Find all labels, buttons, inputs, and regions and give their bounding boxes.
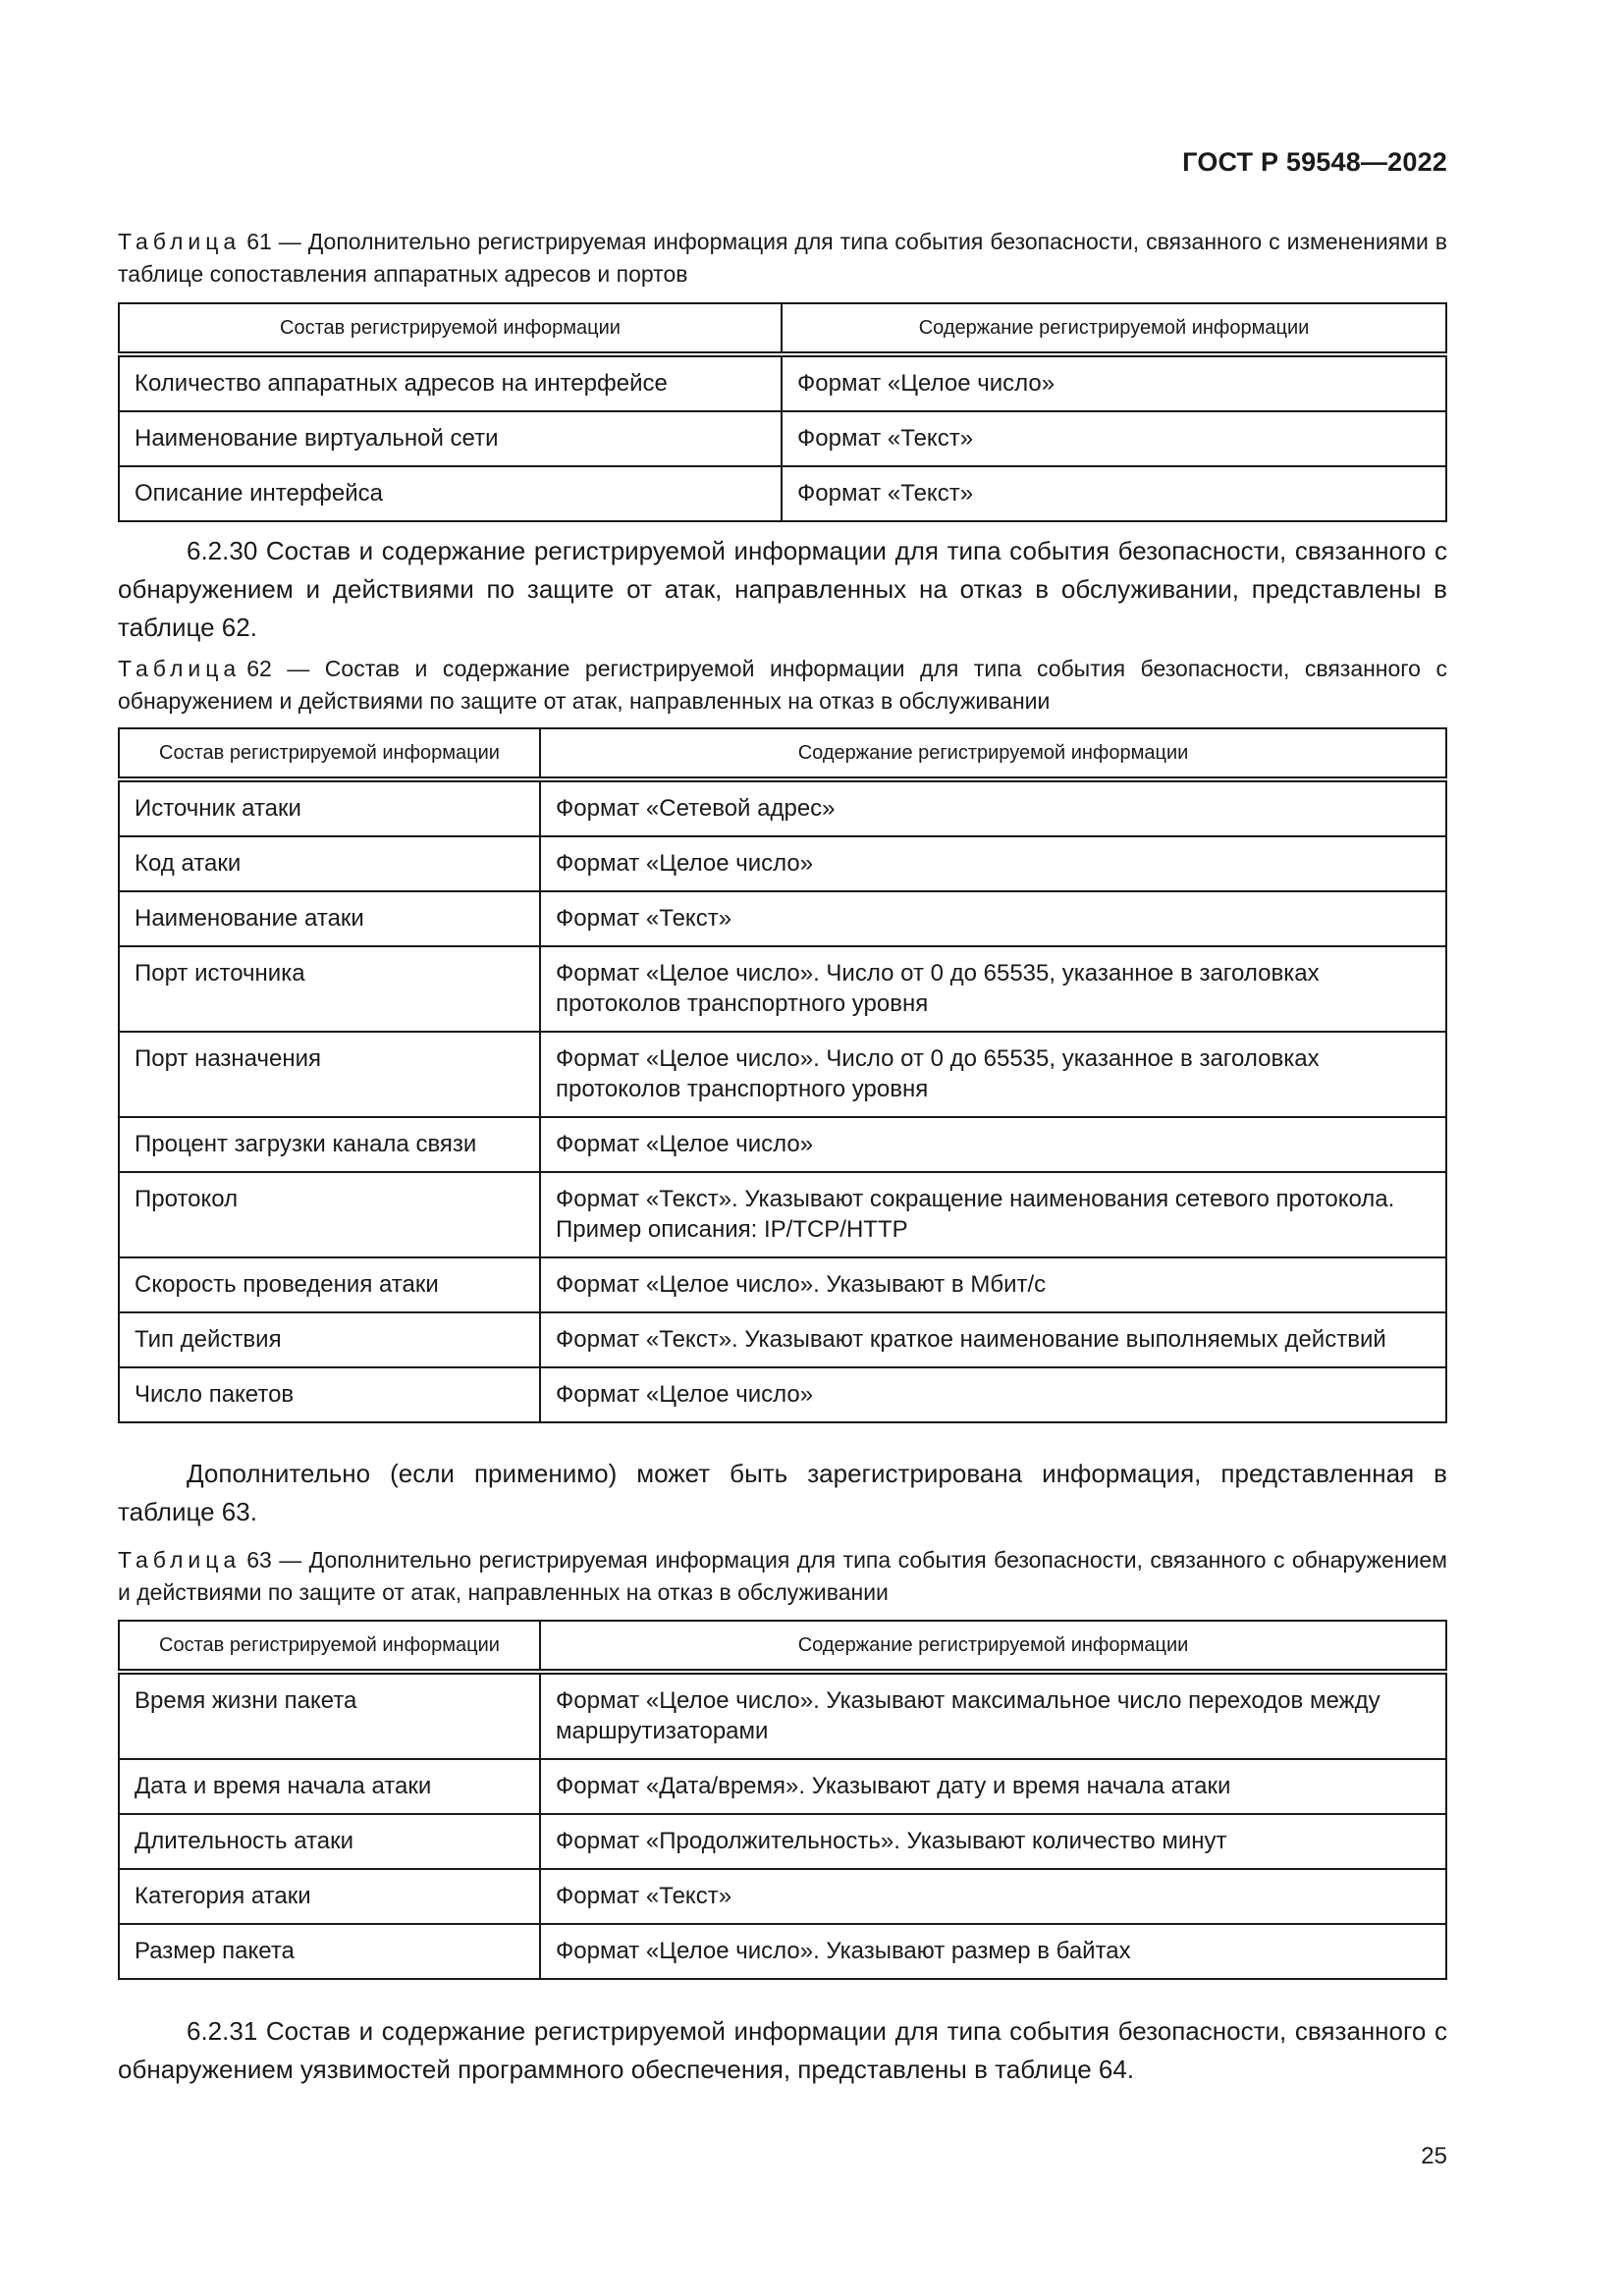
page-number: 25 — [1421, 2143, 1447, 2169]
table-cell: Формат «Целое число» — [540, 1367, 1446, 1422]
table-cell: Скорость проведения атаки — [119, 1257, 540, 1312]
table-row — [119, 1672, 1446, 1759]
table-cell: Формат «Текст» — [782, 466, 1446, 521]
table-cell: Описание интерфейса — [119, 466, 782, 521]
table-cell: Формат «Целое число». Число от 0 до 65535, указанное в заголовках протоколов транспортного уровня — [540, 946, 1446, 1032]
table-61 — [118, 302, 1447, 522]
table-cell: Наименование атаки — [119, 891, 540, 946]
column-header: Состав регистрируемой информации — [119, 1621, 540, 1672]
table-label: Таблица — [118, 656, 242, 681]
table-row — [119, 1814, 1446, 1869]
table-row — [119, 411, 1446, 466]
table-cell: Формат «Текст» — [782, 411, 1446, 466]
table-cell: Код атаки — [119, 836, 540, 891]
table-cell: Формат «Целое число» — [782, 354, 1446, 411]
table-row — [119, 836, 1446, 891]
table-row — [119, 1924, 1446, 1979]
table-cell: Порт источника — [119, 946, 540, 1032]
table-label: Таблица — [118, 229, 242, 254]
table-row — [119, 1172, 1446, 1257]
table-row — [119, 946, 1446, 1032]
table-row — [119, 891, 1446, 946]
table-63 — [118, 1620, 1447, 1980]
table-cell: Категория атаки — [119, 1869, 540, 1924]
table-cell: Формат «Текст». Указывают краткое наименование выполняемых действий — [540, 1312, 1446, 1367]
table-cell: Формат «Целое число». Число от 0 до 65535, указанное в заголовках протоколов транспортного уровня — [540, 1032, 1446, 1117]
table-cell: Порт назначения — [119, 1032, 540, 1117]
paragraph-additional: Дополнительно (если применимо) может быть зарегистрирована информация, представленная в таблице 63. — [118, 1459, 1447, 1526]
table-row — [119, 1257, 1446, 1312]
table-cell: Число пакетов — [119, 1367, 540, 1422]
column-header: Содержание регистрируемой информации — [540, 728, 1446, 779]
table-cell: Размер пакета — [119, 1924, 540, 1979]
table-cell: Длительность атаки — [119, 1814, 540, 1869]
table-row — [119, 1869, 1446, 1924]
table-cell: Формат «Текст». Указывают сокращение наименования сетевого протокола. Пример описания: IP/TCP/HTTP — [540, 1172, 1446, 1257]
table-row — [119, 1032, 1446, 1117]
column-header: Содержание регистрируемой информации — [782, 303, 1446, 354]
table-61-caption — [118, 226, 1447, 291]
column-header: Состав регистрируемой информации — [119, 728, 540, 779]
table-cell: Процент загрузки канала связи — [119, 1117, 540, 1172]
table-63-caption — [118, 1544, 1447, 1609]
table-label: Таблица — [118, 1547, 242, 1573]
table-cell: Формат «Дата/время». Указывают дату и время начала атаки — [540, 1759, 1446, 1814]
table-cell: Источник атаки — [119, 779, 540, 836]
table-row — [119, 1312, 1446, 1367]
table-caption-text: 62 — Состав и содержание регистрируемой информации для типа события безопасности, связанного с обнаружением и действиями по защите от атак, направленных на отказ в обслуживании — [118, 656, 1447, 714]
table-cell: Формат «Целое число» — [540, 1117, 1446, 1172]
table-row — [119, 354, 1446, 411]
table-cell: Формат «Продолжительность». Указывают количество минут — [540, 1814, 1446, 1869]
table-cell: Наименование виртуальной сети — [119, 411, 782, 466]
table-row — [119, 1117, 1446, 1172]
table-cell: Формат «Сетевой адрес» — [540, 779, 1446, 836]
column-header: Состав регистрируемой информации — [119, 303, 782, 354]
table-cell: Протокол — [119, 1172, 540, 1257]
table-cell: Формат «Целое число» — [540, 836, 1446, 891]
table-row — [119, 1759, 1446, 1814]
table-cell: Дата и время начала атаки — [119, 1759, 540, 1814]
table-caption-text: 61 — Дополнительно регистрируемая информация для типа события безопасности, связанного с изменениями в таблице сопоставления аппаратных адресов и портов — [118, 229, 1447, 287]
table-cell: Время жизни пакета — [119, 1672, 540, 1759]
table-cell: Формат «Целое число». Указывают размер в байтах — [540, 1924, 1446, 1979]
table-row — [119, 1367, 1446, 1422]
table-cell: Формат «Целое число». Указывают в Мбит/с — [540, 1257, 1446, 1312]
table-cell: Формат «Целое число». Указывают максимальное число переходов между маршрутизаторами — [540, 1672, 1446, 1759]
table-62-caption — [118, 653, 1447, 718]
table-cell: Тип действия — [119, 1312, 540, 1367]
table-cell: Формат «Текст» — [540, 891, 1446, 946]
paragraph-6-2-31: 6.2.31 Состав и содержание регистрируемой информации для типа события безопасности, связанного с обнаружением уязвимостей программного обеспечения, представлены в таблице 64. — [118, 2016, 1447, 2084]
paragraph-6-2-30: 6.2.30 Состав и содержание регистрируемой информации для типа события безопасности, связанного с обнаружением и действиями по защите от атак, направленных на отказ в обслуживании, представлены в таблице 62. — [118, 536, 1447, 642]
table-row — [119, 779, 1446, 836]
table-62 — [118, 727, 1447, 1423]
column-header: Содержание регистрируемой информации — [540, 1621, 1446, 1672]
table-cell: Формат «Текст» — [540, 1869, 1446, 1924]
table-row — [119, 466, 1446, 521]
table-cell: Количество аппаратных адресов на интерфейсе — [119, 354, 782, 411]
table-caption-text: 63 — Дополнительно регистрируемая информация для типа события безопасности, связанного с обнаружением и действиями по защите от атак, направленных на отказ в обслуживании — [118, 1547, 1447, 1605]
standard-header: ГОСТ Р 59548—2022 — [1182, 147, 1447, 177]
